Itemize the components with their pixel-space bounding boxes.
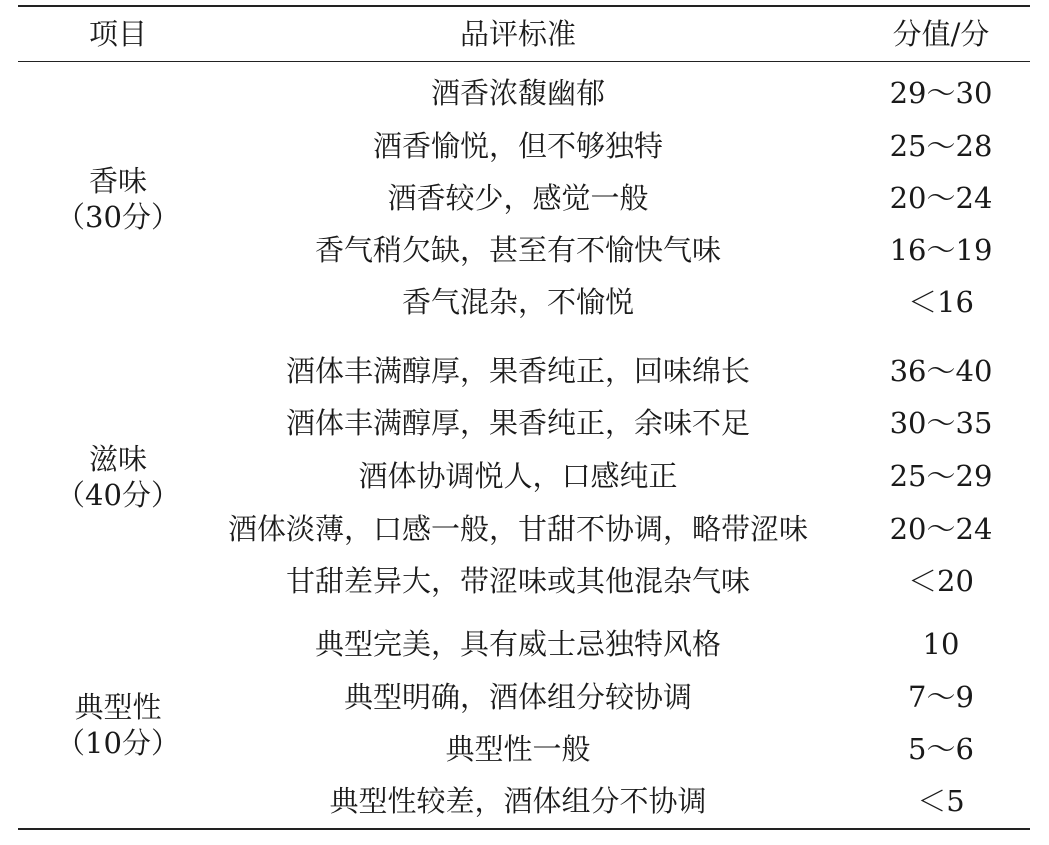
- table-row-score: 25～28: [889, 129, 993, 163]
- table-row-score: 20～24: [889, 181, 993, 215]
- header-rule: [18, 61, 1030, 62]
- table-row-score: 30～35: [889, 406, 993, 440]
- header-item: 项目: [88, 17, 147, 51]
- table-row-criteria: 酒香较少，感觉一般: [387, 181, 649, 215]
- table-row-criteria: 香气混杂，不愉悦: [401, 285, 634, 319]
- group-name: 典型性: [74, 690, 162, 724]
- table-row-criteria: 酒体淡薄，口感一般，甘甜不协调，略带涩味: [227, 512, 808, 546]
- table-row-criteria: 甘甜差异大，带涩味或其他混杂气味: [285, 564, 750, 598]
- table-row-criteria: 香气稍欠缺，甚至有不愉快气味: [314, 233, 721, 267]
- group-points: （10分）: [56, 726, 180, 760]
- table-row-criteria: 典型性一般: [445, 732, 591, 766]
- table-row-score: 16～19: [889, 233, 993, 267]
- table-row-score: ＜5: [917, 784, 965, 818]
- bottom-rule: [18, 828, 1030, 830]
- header-criteria: 品评标准: [459, 17, 576, 51]
- table-row-score: 29～30: [889, 76, 993, 110]
- header-score: 分值/分: [892, 17, 990, 51]
- table-row-score: 7～9: [908, 680, 974, 714]
- table-row-score: 25～29: [889, 459, 993, 493]
- group-name: 滋味: [88, 442, 147, 476]
- table-row-score: 10: [922, 627, 960, 661]
- table-row-score: ＜20: [908, 564, 974, 598]
- table-row-criteria: 酒香愉悦，但不够独特: [372, 129, 663, 163]
- table-row-criteria: 酒香浓馥幽郁: [430, 76, 605, 110]
- table-row-criteria: 酒体丰满醇厚，果香纯正，余味不足: [285, 406, 750, 440]
- table-row-criteria: 酒体丰满醇厚，果香纯正，回味绵长: [285, 354, 750, 388]
- table-row-score: 20～24: [889, 512, 993, 546]
- table-row-score: ＜16: [908, 285, 974, 319]
- scoring-table: [18, 0, 1030, 845]
- table-row-criteria: 酒体协调悦人，口感纯正: [358, 459, 678, 493]
- group-name: 香味: [88, 164, 147, 198]
- top-rule: [18, 5, 1030, 7]
- table-row-criteria: 典型性较差，酒体组分不协调: [329, 784, 707, 818]
- table-row-score: 5～6: [908, 732, 974, 766]
- table-row-criteria: 典型完美，具有威士忌独特风格: [314, 627, 721, 661]
- group-points: （30分）: [56, 200, 180, 234]
- table-row-score: 36～40: [889, 354, 993, 388]
- group-points: （40分）: [56, 478, 180, 512]
- table-row-criteria: 典型明确，酒体组分较协调: [343, 680, 692, 714]
